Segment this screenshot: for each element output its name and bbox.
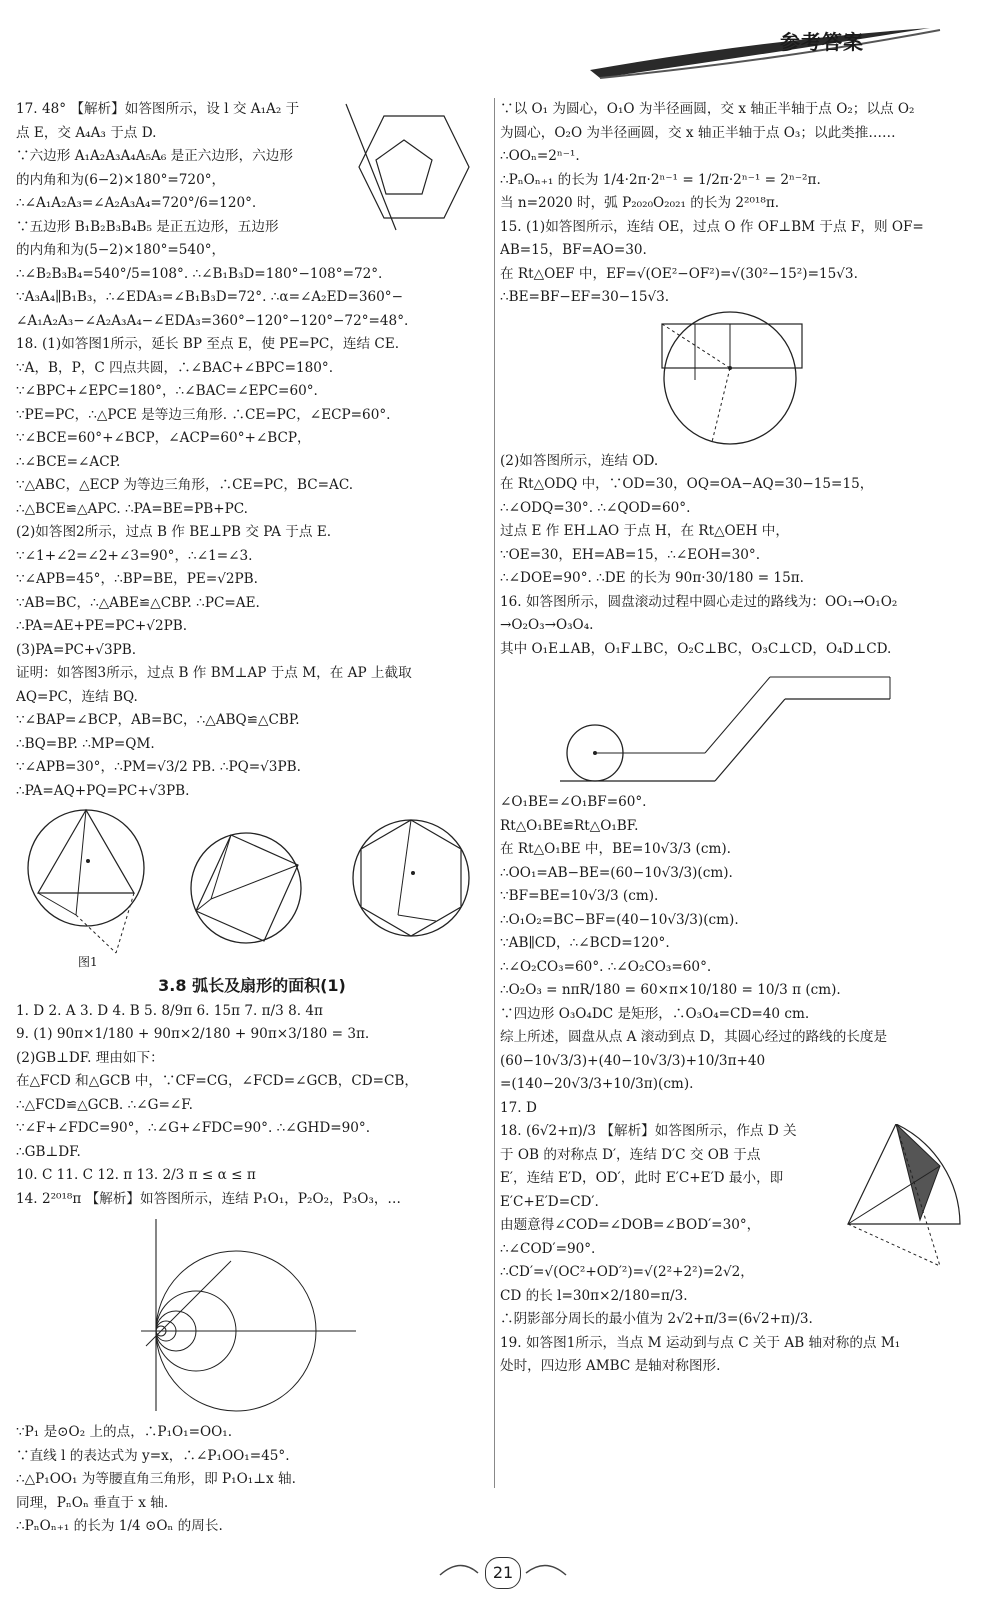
text-line: 同理，PₙOₙ 垂直于 x 轴. [16, 1494, 169, 1511]
text-line: ∵AB∥CD，∴∠BCD=120°. [500, 935, 670, 951]
text-line: (2)GB⊥DF. 理由如下： [16, 1049, 164, 1066]
text-line: (2)如答图2所示，过点 B 作 BE⊥PB 交 PA 于点 E. [16, 524, 332, 540]
text-line: 9. (1) 90π×1/180 + 90π×2/180 + 90π×3/180 = 3π. [16, 1026, 370, 1042]
text-block-c [500, 791, 985, 1120]
text-line: 15. (1)如答图所示，连结 OE，过点 O 作 OF⊥BM 于点 F，则 OF= [500, 218, 924, 235]
rolling-disc-path-diagram [500, 661, 985, 791]
text-line: ∵∠APB=30°，∴PM=√3/2 PB. ∴PQ=√3PB. [16, 759, 301, 775]
circle-with-chords-diagram [500, 310, 985, 450]
text-line: 19. 如答图1所示，当点 M 运动到与点 C 关于 AB 轴对称的点 M₁ [500, 1334, 901, 1351]
text-line: 10. C 11. C 12. π 13. 2/3 π ≤ α ≤ π [16, 1167, 256, 1183]
text-line: 为圆心，O₂O 为半径画圆，交 x 轴正半轴于点 O₃；以此类推…… [500, 124, 896, 141]
text-block-tail [16, 1421, 488, 1539]
text-line: 的内角和为(5−2)×180°=540°， [16, 242, 226, 258]
figure-caption: 图1 [78, 955, 98, 969]
text-line: 证明：如答图3所示，过点 B 作 BM⊥AP 于点 M，在 AP 上截取 [16, 665, 412, 681]
text-line: ∴GB⊥DF. [16, 1143, 81, 1160]
text-line: ∵∠1+∠2=∠2+∠3=90°，∴∠1=∠3. [16, 547, 253, 564]
text-line: ∵五边形 B₁B₂B₃B₄B₅ 是正五边形，五边形 [16, 218, 279, 235]
text-line: ∴PₙOₙ₊₁ 的长为 1/4 ⊙Oₙ 的周长. [16, 1518, 223, 1534]
text-line: (2)如答图所示，连结 OD. [500, 452, 659, 469]
text-line: 的内角和为(6−2)×180°=720°， [16, 171, 226, 188]
page-header [0, 0, 996, 90]
text-line: ∴∠B₂B₃B₄=540°/5=108°. ∴∠B₁B₃D=180°−108°=72°. [16, 265, 383, 282]
text-line: ∵四边形 O₃O₄DC 是矩形，∴O₃O₄=CD=40 cm. [500, 1005, 810, 1022]
text-line: ∴OO₁=AB−BE=(60−10√3/3)(cm). [500, 864, 733, 881]
text-line: ∵A，B，P，C 四点共圆，∴∠BAC+∠BPC=180°. [16, 359, 334, 376]
text-line: ∵AB=BC，∴△ABE≌△CBP. ∴PC=AE. [16, 594, 260, 611]
text-line: E′C+E′D=CD′. [500, 1193, 599, 1210]
text-line: ∴CD′=√(OC²+OD′²)=√(2²+2²)=2√2， [500, 1264, 754, 1280]
hexagon-pentagon-figure [334, 102, 474, 232]
text-line: 18. (6√2+π)/3 【解析】如答图所示，作点 D 关 [500, 1123, 797, 1139]
text-line: 在 Rt△OEF 中，EF=√(OE²−OF²)=√(30²−15²)=15√3. [500, 265, 858, 282]
text-line: ∵∠BPC+∠EPC=180°，∴∠BAC=∠EPC=60°. [16, 383, 318, 399]
text-line: CD 的长 l=30π×2/180=π/3. [500, 1287, 688, 1304]
text-line: ∵△ABC，△ECP 为等边三角形，∴CE=PC，BC=AC. [16, 477, 354, 493]
text-line: ∵直线 l 的表达式为 y=x，∴∠P₁OO₁=45°. [16, 1447, 290, 1464]
text-block-d-wrap [500, 1120, 985, 1379]
text-line: ∴∠O₂CO₃=60°. ∴∠O₂CO₃=60°. [500, 958, 712, 975]
text-line: ∴△FCD≌△GCB. ∴∠G=∠F. [16, 1096, 193, 1113]
text-line: ∴△BCE≌△APC. ∴PA=BE=PB+PC. [16, 500, 249, 517]
text-line: ∴BQ=BP. ∴MP=QM. [16, 735, 155, 752]
header-title: 参考答案 [780, 30, 864, 54]
text-line: ∴△P₁OO₁ 为等腰直角三角形，即 P₁O₁⊥x 轴. [16, 1471, 296, 1487]
circle-figures-row [16, 803, 488, 968]
text-line: 17. 48° 【解析】如答图所示，设 l 交 A₁A₂ 于 [16, 101, 300, 117]
text-line: ∴阴影部分周长的最小值为 2√2+π/3=(6√2+π)/3. [500, 1311, 813, 1327]
text-line: AQ=PC，连结 BQ. [16, 688, 138, 705]
text-line: AB=15，BF=AO=30. [500, 242, 647, 258]
section-title: 3.8 弧长及扇形的面积(1) [158, 976, 346, 995]
text-line: ∴PA=AQ+PQ=PC+√3PB. [16, 782, 190, 799]
text-line: ∴O₂O₃ = nπR/180 = 60×π×10/180 = 10/3 π (cm). [500, 982, 841, 998]
text-line: ∵PE=PC，∴△PCE 是等边三角形. ∴CE=PC，∠ECP=60°. [16, 406, 391, 423]
page-footer [0, 1545, 996, 1600]
text-line: Rt△O₁BE≌Rt△O₁BF. [500, 817, 639, 834]
text-line: ∵A₃A₄∥B₁B₃，∴∠EDA₃=∠B₁B₃D=72°. ∴α=∠A₂ED=360°− [16, 289, 403, 305]
text-line: =(140−20√3/3+10/3π)(cm). [500, 1076, 694, 1092]
text-line: 过点 E 作 EH⊥AO 于点 H，在 Rt△OEH 中， [500, 523, 789, 539]
rolling-disc-figure [500, 661, 985, 791]
text-line: ∵六边形 A₁A₂A₃A₄A₅A₆ 是正六边形，六边形 [16, 148, 293, 164]
text-line: 在 Rt△O₁BE 中，BE=10√3/3 (cm). [500, 841, 731, 857]
text-line: ∴O₁O₂=BC−BF=(40−10√3/3)(cm). [500, 911, 739, 928]
text-line: 在△FCD 和△GCB 中，∵CF=CG，∠FCD=∠GCB，CD=CB， [16, 1073, 418, 1089]
text-line: ∵∠F+∠FDC=90°，∴∠G+∠FDC=90°. ∴∠GHD=90°. [16, 1120, 371, 1136]
text-line: 16. 如答图所示，圆盘滚动过程中圆心走过的路线为：OO₁→O₁O₂ [500, 593, 898, 610]
text-line: ∴∠A₁A₂A₃=∠A₂A₃A₄=720°/6=120°. [16, 195, 257, 211]
column-divider [494, 98, 495, 1488]
sector-shaded-figure [840, 1124, 970, 1274]
text-line: 1. D 2. A 3. D 4. B 5. 8/9π 6. 15π 7. π/3 8. 4π [16, 1002, 323, 1019]
text-line: ∵以 O₁ 为圆心，O₁O 为半径画圆，交 x 轴正半轴于点 O₂；以点 O₂ [500, 101, 915, 117]
text-line: ∠O₁BE=∠O₁BF=60°. [500, 794, 647, 810]
text-line: →O₂O₃→O₃O₄. [500, 617, 594, 633]
text-line: ∵∠BCE=60°+∠BCP，∠ACP=60°+∠BCP， [16, 430, 311, 446]
text-line: (60−10√3/3)+(40−10√3/3)+10/3π+40 [500, 1052, 766, 1069]
text-line: E′，连结 E′D，OD′，此时 E′C+E′D 最小，即 [500, 1170, 784, 1186]
text-block-bottom [16, 1000, 488, 1212]
left-column [16, 98, 488, 1539]
text-line: 于 OB 的对称点 D′，连结 D′C 交 OB 于点 [500, 1146, 761, 1163]
text-line: ∴∠ODQ=30°. ∴∠QOD=60°. [500, 499, 691, 516]
text-line: ∵∠APB=45°，∴BP=BE，PE=√2PB. [16, 571, 258, 587]
text-line: 14. 2²⁰¹⁸π 【解析】如答图所示，连结 P₁O₁，P₂O₂，P₃O₃，… [16, 1190, 402, 1207]
text-line: 综上所述，圆盘从点 A 滚动到点 D，其圆心经过的路线的长度是 [500, 1029, 888, 1045]
coordinate-circles-figure [16, 1211, 488, 1421]
text-line: ∴∠BCE=∠ACP. [16, 453, 121, 470]
circle-rectangle-figure [500, 310, 985, 450]
text-line: ∴OOₙ=2ⁿ⁻¹. [500, 148, 580, 164]
text-line: ∴PA=AE+PE=PC+√2PB. [16, 618, 188, 634]
text-line: 处时，四边形 AMBC 是轴对称图形. [500, 1358, 721, 1374]
text-line: ∴BE=BF−EF=30−15√3. [500, 289, 670, 305]
text-line: (3)PA=PC+√3PB. [16, 641, 137, 658]
text-line: ∠A₁A₂A₃−∠A₂A₃A₄−∠EDA₃=360°−120°−120°−72°=48°. [16, 312, 409, 329]
right-column [500, 98, 985, 1379]
text-line: ∵BF=BE=10√3/3 (cm). [500, 888, 659, 904]
text-line: ∵P₁ 是⊙O₂ 上的点，∴P₁O₁=OO₁. [16, 1424, 233, 1440]
page-number: 21 [485, 1557, 521, 1589]
text-line: ∵∠BAP=∠BCP，AB=BC，∴△ABQ≌△CBP. [16, 712, 300, 728]
nested-circles-diagram [16, 1211, 486, 1421]
text-line: 17. D [500, 1099, 537, 1116]
text-line: ∴PₙOₙ₊₁ 的长为 1/4·2π·2ⁿ⁻¹ = 1/2π·2ⁿ⁻¹ = 2ⁿ⁻²π. [500, 171, 821, 188]
text-block-a [500, 98, 985, 310]
text-line: 其中 O₁E⊥AB，O₁F⊥BC，O₂C⊥BC，O₃C⊥CD，O₄D⊥CD. [500, 640, 892, 657]
text-line: 由题意得∠COD=∠DOB=∠BOD′=30°， [500, 1217, 761, 1233]
text-line: 点 E，交 A₄A₃ 于点 D. [16, 124, 157, 141]
text-line: ∵OE=30，EH=AB=15，∴∠EOH=30°. [500, 546, 761, 563]
text-line: 18. (1)如答图1所示，延长 BP 至点 E，使 PE=PC，连结 CE. [16, 336, 400, 352]
text-line: ∴∠DOE=90°. ∴DE 的长为 90π·30/180 = 15π. [500, 570, 804, 586]
text-line: 在 Rt△ODQ 中，∵OD=30，OQ=OA−AQ=30−15=15， [500, 476, 874, 492]
text-line: ∴∠COD′=90°. [500, 1240, 596, 1257]
inscribed-polygon-figures [16, 803, 486, 968]
text-line: 当 n=2020 时，弧 P₂₀₂₀O₂₀₂₁ 的长为 2²⁰¹⁸π. [500, 195, 780, 211]
text-block-b [500, 450, 985, 662]
